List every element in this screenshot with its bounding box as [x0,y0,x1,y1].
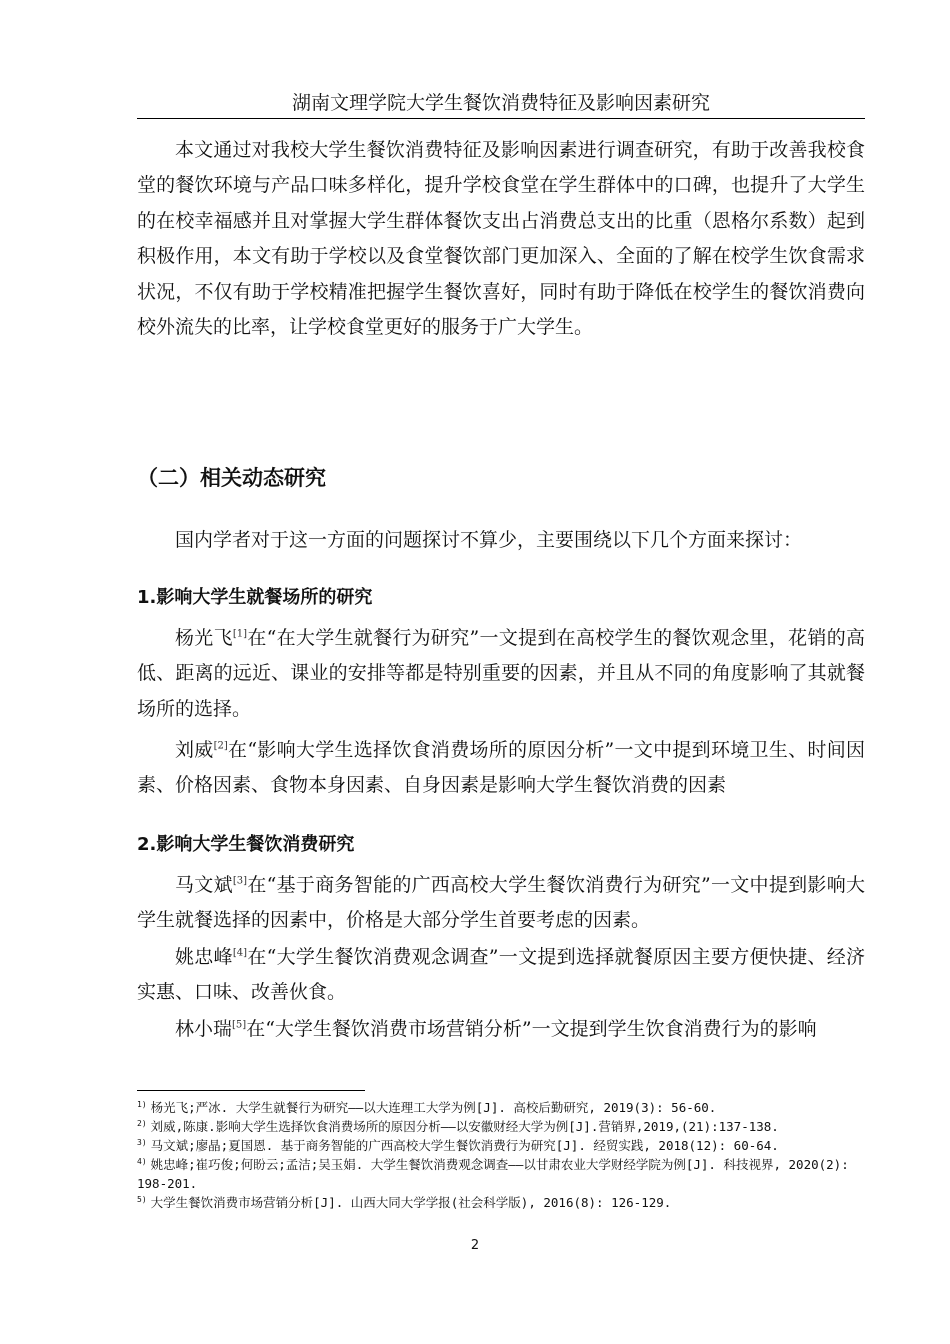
section-title: （二）相关动态研究 [137,466,326,490]
author-name: 刘威 [175,739,214,761]
footnote-mark: 1) [137,1099,147,1109]
footnote-3 [137,1136,865,1155]
paragraph-text: 在“大学生餐饮消费观念调查”一文提到选择就餐原因主要方便快捷、经济实惠、口味、改善伙食。 [137,946,865,1004]
author-name: 林小瑞 [175,1018,233,1040]
footnote-text: 大学生餐饮消费市场营销分析[J]. 山西大同大学学报(社会科学版), 2016(8): 126-129. [150,1195,672,1210]
footnote-mark: 2) [137,1118,147,1128]
footnote-mark: 3) [137,1137,147,1147]
footnotes [137,1098,865,1212]
running-header: 湖南文理学院大学生餐饮消费特征及影响因素研究 [291,92,710,114]
footnote-mark: 4) [137,1156,147,1166]
paragraph-text: 在“影响大学生选择饮食消费场所的原因分析”一文中提到环境卫生、时间因素、价格因素、食物本身因素、自身因素是影响大学生餐饮消费的因素 [137,739,865,797]
paragraph-liu [137,733,865,804]
footnote-5 [137,1193,865,1212]
paragraph-text: 在“基于商务智能的广西高校大学生餐饮消费行为研究”一文中提到影响大学生就餐选择的因素中，价格是大部分学生首要考虑的因素。 [137,874,865,932]
footnote-1 [137,1098,865,1117]
paragraph-text: 在“在大学生就餐行为研究”一文提到在高校学生的餐饮观念里，花销的高低、距离的远近、课业的安排等都是特别重要的因素，并且从不同的角度影响了其就餐场所的选择。 [137,627,865,720]
header-rule [137,118,865,119]
footnote-text: 杨光飞;严冰. 大学生就餐行为研究——以大连理工大学为例[J]. 高校后勤研究, 2019(3): 56-60. [150,1100,717,1115]
footnote-mark: 5) [137,1194,147,1204]
subsection-title-1: 1.影响大学生就餐场所的研究 [137,587,373,608]
footnote-text: 姚忠峰;崔巧俊;何盼云;孟洁;吴玉娟. 大学生餐饮消费观念调查——以甘肃农业大学财经学院为例[J]. 科技视界, 2020(2): 198-201. [137,1157,849,1191]
footnote-separator [137,1090,365,1091]
intro-paragraph: 本文通过对我校大学生餐饮消费特征及影响因素进行调查研究，有助于改善我校食堂的餐饮环境与产品口味多样化，提升学校食堂在学生群体中的口碑，也提升了大学生的在校幸福感并且对掌握大学生群体餐饮支出占消费总支出的比重（恩格尔系数）起到积极作用，本文有助于学校以及食堂餐饮部门更加深入、全面的了解在校学生饮食需求状况，不仅有助于学校精准把握学生餐饮喜好，同时有助于降低在校学生的餐饮消费向校外流失的比率，让学校食堂更好的服务于广大学生。 [137,139,865,339]
paragraph-yao [137,940,865,1011]
author-name: 杨光飞 [175,627,233,649]
subsection-title-2: 2.影响大学生餐饮消费研究 [137,834,355,855]
paragraph-yang [137,621,865,727]
author-name: 马文斌 [175,874,233,896]
citation-ref[interactable]: [4] [232,947,248,959]
citation-ref[interactable]: [2] [213,740,228,752]
page-number: 2 [470,1238,480,1253]
footnote-2 [137,1117,865,1136]
citation-ref[interactable]: [3] [232,875,248,887]
paragraph-ma [137,868,865,939]
citation-ref[interactable]: [1] [232,628,248,640]
footnote-text: 刘威,陈康.影响大学生选择饮食消费场所的原因分析——以安徽财经大学为例[J].营销界,2019,(21):137-138. [150,1119,779,1134]
citation-ref[interactable]: [5] [232,1019,247,1031]
section-lead: 国内学者对于这一方面的问题探讨不算少，主要围绕以下几个方面来探讨： [175,529,803,551]
paragraph-text: 在“大学生餐饮消费市场营销分析”一文提到学生饮食消费行为的影响 [246,1018,817,1040]
author-name: 姚忠峰 [175,946,233,968]
footnote-text: 马文斌;廖晶;夏国恩. 基于商务智能的广西高校大学生餐饮消费行为研究[J]. 经贸实践, 2018(12): 60-64. [150,1138,779,1153]
paragraph-lin [137,1012,865,1047]
footnote-4 [137,1155,865,1193]
